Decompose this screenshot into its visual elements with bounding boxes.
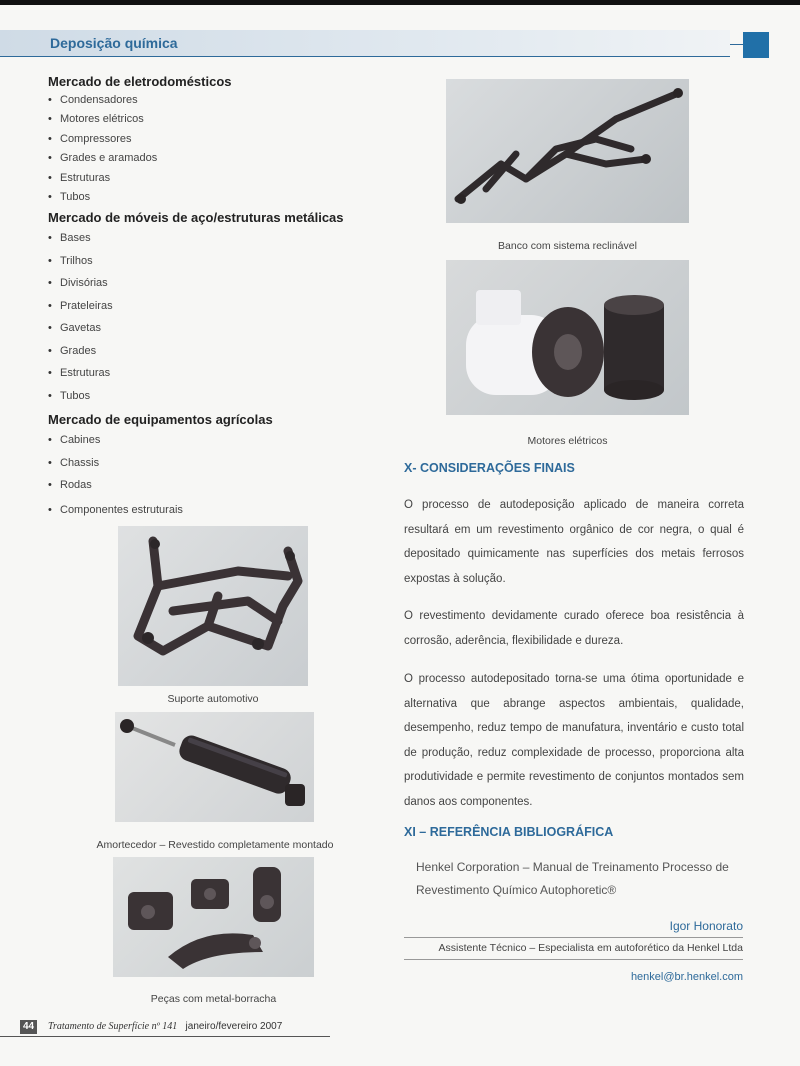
reference-entry: Henkel Corporation – Manual de Treinamento Processo de Revestimento Químico Autophoretic® bbox=[416, 860, 729, 897]
list-item: • Divisórias bbox=[48, 277, 378, 300]
paragraph: O processo autodepositado torna-se uma ótima oportunidade e alternativa que abrange aspectos ambientais, qualidade, desempenho, reduz tempo de manufatura, inventário e custo total de produção, reduz complexidade de processo, proporciona alta produtividade e permite revestimento de conjuntos montados sem danos aos componentes. bbox=[404, 673, 744, 808]
section-title: Deposição química bbox=[50, 35, 178, 51]
list-item: • Tubos bbox=[48, 191, 378, 210]
recliner-mechanism-illustration bbox=[446, 79, 689, 223]
list-item: • Componentes estruturais bbox=[48, 504, 378, 524]
shock-absorber-illustration bbox=[115, 712, 314, 822]
list-item: • Gavetas bbox=[48, 322, 378, 345]
section-xi-title: XI – REFERÊNCIA BIBLIOGRÁFICA bbox=[404, 825, 614, 839]
section-x-title: X- CONSIDERAÇÕES FINAIS bbox=[404, 461, 575, 475]
market-items-moveis bbox=[48, 232, 378, 412]
page-number: 44 bbox=[20, 1020, 37, 1034]
author-email[interactable]: henkel@br.henkel.com bbox=[630, 971, 743, 983]
list-item: • Estruturas bbox=[48, 172, 378, 191]
header-connector bbox=[730, 44, 743, 45]
corner-square bbox=[743, 32, 769, 58]
list-item: • Cabines bbox=[48, 434, 378, 457]
list-item: • Grades bbox=[48, 345, 378, 368]
paragraph: O processo de autodeposição aplicado de maneira correta resultará em um revestimento orgânico de cor negra, o qual é depositado quimicamente nas superfícies dos metais ferrosos expostas à solução. bbox=[404, 499, 744, 585]
rubber-metal-parts-illustration bbox=[113, 857, 314, 977]
list-item: • Grades e aramados bbox=[48, 152, 378, 171]
list-item: • Condensadores bbox=[48, 94, 378, 113]
market-title-agricolas: Mercado de equipamentos agrícolas bbox=[48, 412, 273, 428]
author-name: Igor Honorato bbox=[669, 919, 743, 933]
divider bbox=[404, 959, 743, 960]
paragraph: O revestimento devidamente curado oferece boa resistência à corrosão, aderência, flexibilidade e dureza. bbox=[404, 610, 744, 647]
electric-motors-illustration bbox=[446, 260, 689, 415]
top-edge-bar bbox=[0, 0, 800, 5]
list-item: • Motores elétricos bbox=[48, 113, 378, 132]
market-title-moveis: Mercado de móveis de aço/estruturas metálicas bbox=[48, 210, 344, 226]
publication-name: Tratamento de Superfície nº 141 bbox=[48, 1021, 178, 1032]
automotive-support-illustration bbox=[118, 526, 308, 686]
section-header bbox=[0, 30, 730, 57]
photo-banco-reclinavel bbox=[446, 79, 689, 223]
market-items-agricolas bbox=[48, 434, 378, 524]
divider bbox=[404, 937, 743, 938]
list-item: • Chassis bbox=[48, 457, 378, 480]
list-item: • Bases bbox=[48, 232, 378, 255]
market-title-eletro: Mercado de eletrodomésticos bbox=[48, 74, 232, 89]
list-item: • Tubos bbox=[48, 390, 378, 413]
photo-pecas-metal-borracha bbox=[113, 857, 314, 977]
caption-motores: Motores elétricos bbox=[527, 435, 608, 447]
author-role: Assistente Técnico – Especialista em autoforético da Henkel Ltda bbox=[438, 942, 743, 954]
photo-suporte-automotivo bbox=[118, 526, 308, 686]
caption-banco: Banco com sistema reclinável bbox=[498, 240, 637, 252]
caption-pecas: Peças com metal-borracha bbox=[150, 993, 277, 1005]
list-item: • Trilhos bbox=[48, 255, 378, 278]
caption-amortecedor: Amortecedor – Revestido completamente montado bbox=[96, 839, 334, 851]
caption-suporte: Suporte automotivo bbox=[167, 693, 259, 705]
markets-list bbox=[48, 74, 378, 524]
photo-motores-eletricos bbox=[446, 260, 689, 415]
footer-publication bbox=[48, 1021, 282, 1032]
list-item: • Estruturas bbox=[48, 367, 378, 390]
footer-rule bbox=[0, 1036, 330, 1037]
list-item: • Rodas bbox=[48, 479, 378, 504]
market-items-eletro bbox=[48, 94, 378, 210]
list-item: • Compressores bbox=[48, 133, 378, 152]
photo-amortecedor bbox=[115, 712, 314, 822]
publication-date: janeiro/fevereiro 2007 bbox=[185, 1021, 283, 1032]
list-item: • Prateleiras bbox=[48, 300, 378, 323]
